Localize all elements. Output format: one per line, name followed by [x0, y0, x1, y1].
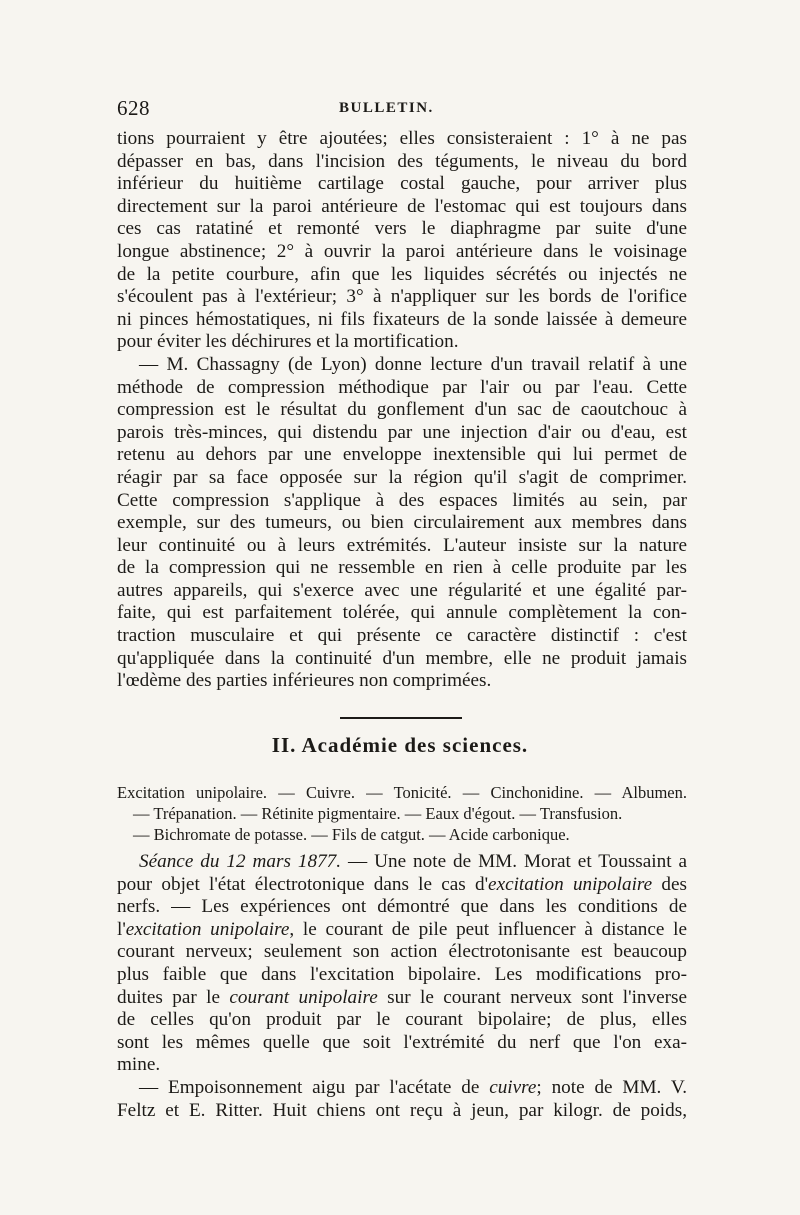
text-line: autres appareils, qui s'exerce avec une régularité et une égalité par-: [117, 579, 687, 601]
text-line: Cette compression s'applique à des espaces limités au sein, par: [117, 489, 687, 511]
text-line: sont les mêmes quelle que soit l'extrémité du nerf que l'on exa-: [117, 1031, 687, 1053]
body-text-bottom: [117, 851, 687, 1122]
paragraph-compression-method: [117, 354, 687, 693]
keywords-line: Excitation unipolaire. — Cuivre. — Tonicité. — Cinchonidine. — Albumen.: [117, 783, 687, 802]
text-line: de celles qu'on produit par le courant bipolaire; de plus, elles: [117, 1009, 687, 1031]
seance-date: Séance du 12 mars 1877.: [139, 851, 342, 872]
text-line: courant nerveux; seulement son action électrotonisante est beaucoup: [117, 941, 687, 963]
text-line: nerfs. — Les expériences ont démontré que dans les conditions de: [117, 896, 687, 918]
text-line: Feltz et E. Ritter. Huit chiens ont reçu à jeun, par kilogr. de poids,: [117, 1099, 687, 1121]
text-line: longue abstinence; 2° à ouvrir la paroi antérieure dans le voisinage: [117, 240, 687, 262]
text-line: exemple, sur des tumeurs, ou bien circulairement aux membres dans: [117, 512, 687, 534]
running-title: BULLETIN.: [339, 100, 434, 116]
paragraph-empoisonnement: [117, 1077, 687, 1122]
keywords-line: — Trépanation. — Rétinite pigmentaire. — Eaux d'égout. — Transfusion.: [133, 804, 623, 823]
text-line: réagir par sa face opposée sur la région qu'il s'agit de comprimer.: [117, 466, 687, 488]
text-line: s'écoulent pas à l'extérieur; 3° à n'appliquer sur les bords de l'orifice: [117, 286, 687, 308]
text-line: l'œdème des parties inférieures non comprimées.: [117, 670, 492, 692]
text-line: pour éviter les déchirures et la mortification.: [117, 331, 459, 353]
paragraph-seance: [117, 851, 687, 1077]
text-line: parois très-minces, qui distendu par une injection d'air ou d'eau, est: [117, 421, 687, 443]
text-line: faite, qui est parfaitement tolérée, qui annule complètement la con-: [117, 602, 687, 624]
section-title: II. Académie des sciences.: [271, 733, 529, 757]
text-line: de la petite courbure, afin que les liquides sécrétés ou injectés ne: [117, 263, 687, 285]
text-line: ces cas ratatiné et remonté vers le diaphragme par suite d'une: [117, 218, 687, 240]
page-number: 628: [117, 96, 150, 120]
section-divider: [340, 717, 462, 719]
text-line: ni pinces hémostatiques, ni fils fixateurs de la sonde laissée à demeure: [117, 308, 687, 330]
text-line: plus faible que dans l'excitation bipolaire. Les modifications pro-: [117, 963, 687, 985]
text-line: — Empoisonnement aigu par l'acétate de cuivre; note de MM. V.: [139, 1076, 687, 1098]
paragraph-surgical-technique: [117, 128, 687, 354]
text-line: inférieur du huitième cartilage costal gauche, pour arriver plus: [117, 173, 687, 195]
text-line: dépasser en bas, dans l'incision des téguments, le niveau du bord: [117, 150, 687, 172]
text-line: duites par le courant unipolaire sur le courant nerveux sont l'inverse: [117, 986, 688, 1008]
page-header: [117, 96, 687, 126]
text-line: tions pourraient y être ajoutées; elles consisteraient : 1° à ne pas: [117, 128, 687, 149]
text-line: de la compression qui ne ressemble en rien à celle produite par les: [117, 557, 687, 579]
text-line: traction musculaire et qui présente ce caractère distinctif : c'est: [117, 625, 687, 647]
text-line: leur continuité ou à leurs extrémités. L'auteur insiste sur la nature: [117, 534, 687, 556]
text-line: retenu au dehors par une enveloppe inextensible qui lui permet de: [117, 444, 687, 466]
keywords-line: — Bichromate de potasse. — Fils de catgut. — Acide carbonique.: [133, 825, 570, 844]
text-line: Séance du 12 mars 1877. — Une note de MM. Morat et Toussaint a: [139, 851, 687, 872]
text-line: l'excitation unipolaire, le courant de pile peut influencer à distance le: [117, 918, 687, 940]
text-line: mine.: [117, 1054, 161, 1076]
text-line: compression est le résultat du gonflement d'un sac de caoutchouc à: [117, 399, 687, 421]
text-line: méthode de compression méthodique par l'air ou par l'eau. Cette: [117, 376, 687, 398]
text-line: qu'appliquée dans la continuité d'un membre, elle ne produit jamais: [117, 647, 687, 669]
text-line: directement sur la paroi antérieure de l'estomac qui est toujours dans: [117, 195, 687, 217]
body-text-top: [117, 128, 687, 693]
text-line: pour objet l'état électrotonique dans le cas d'excitation unipolaire des: [117, 873, 688, 895]
text-line: — M. Chassagny (de Lyon) donne lecture d'un travail relatif à une: [139, 353, 687, 375]
section-keywords: [117, 782, 687, 845]
